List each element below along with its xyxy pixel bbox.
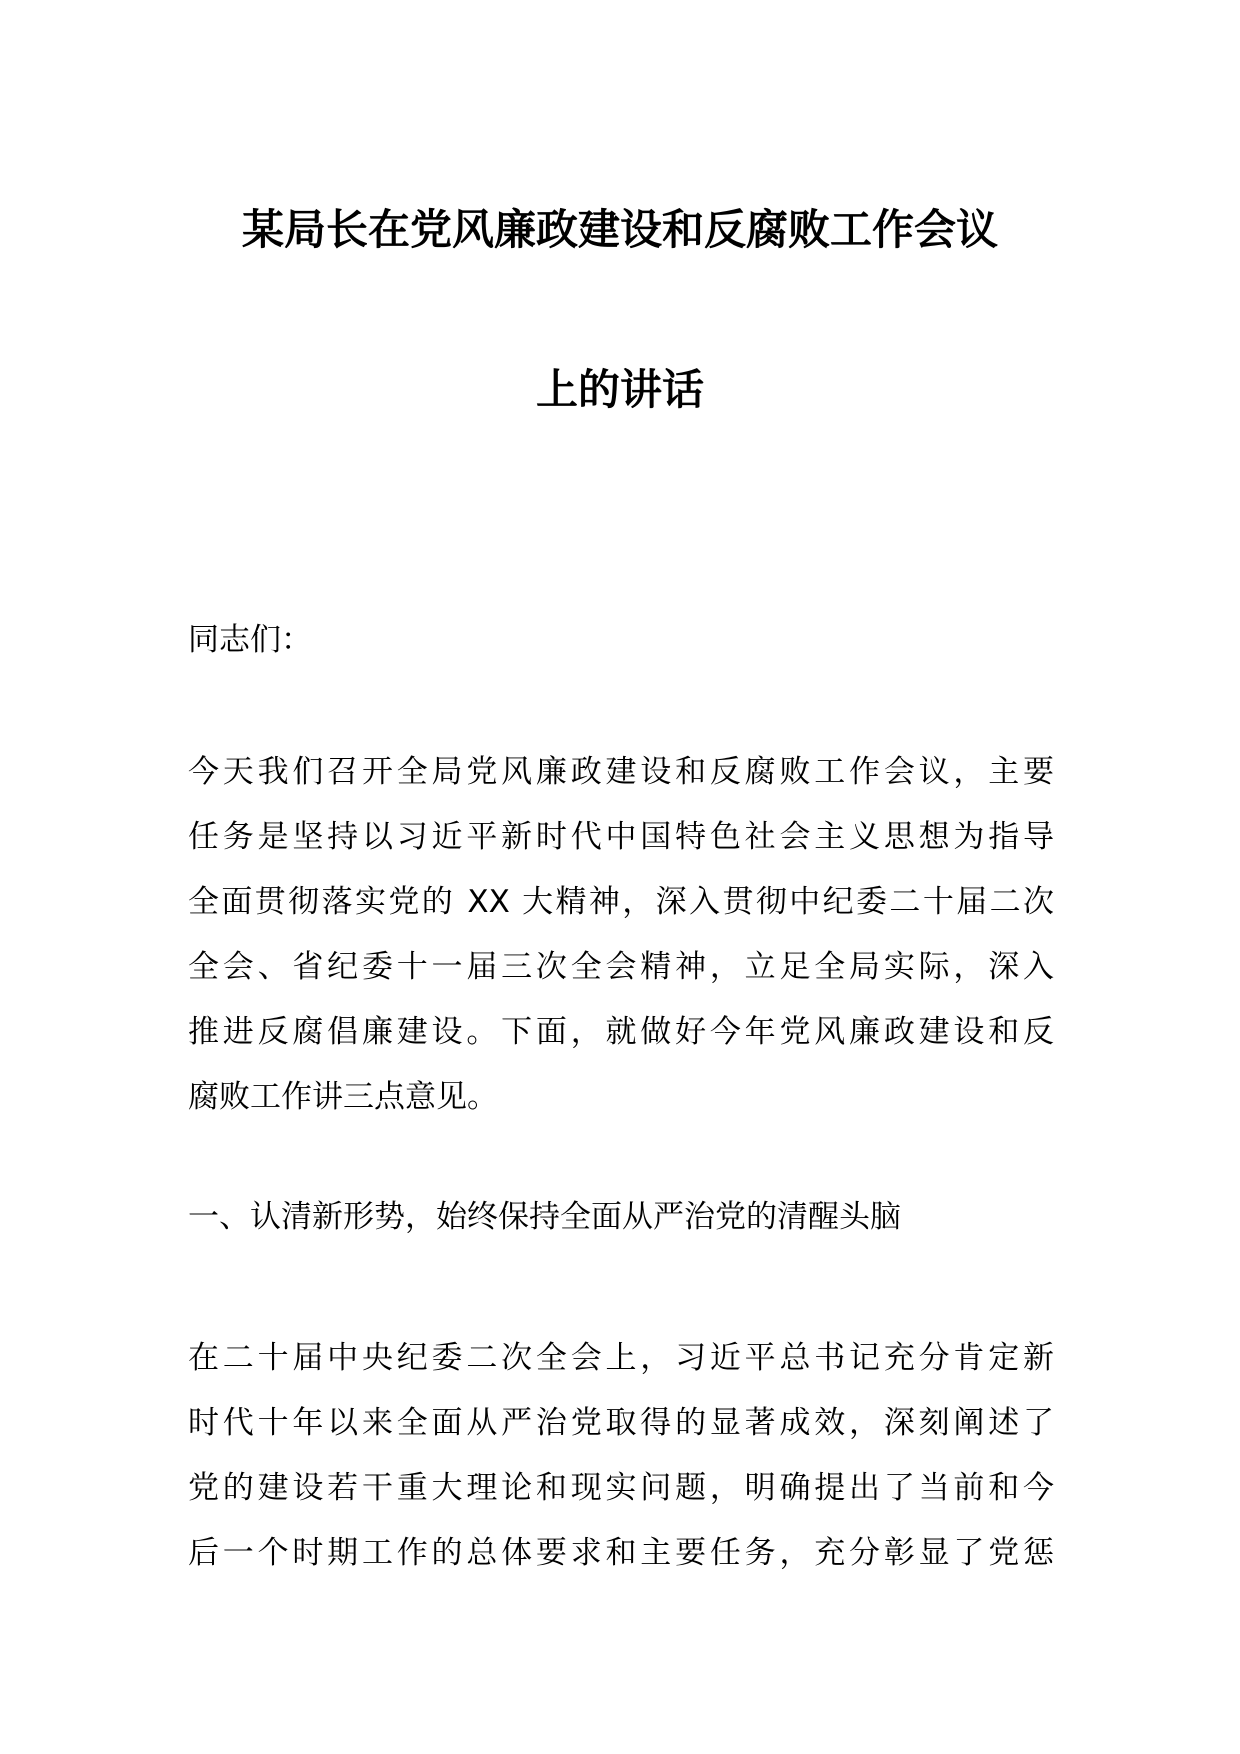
paragraph-line: 在二十届中央纪委二次全会上，习近平总书记充分肯定新 [188, 1340, 1054, 1376]
paragraph-line: 任务是坚持以习近平新时代中国特色社会主义思想为指导 [188, 819, 1054, 855]
document-title-line-2: 上的讲话 [535, 365, 704, 414]
paragraph-line: 时代十年以来全面从严治党取得的显著成效，深刻阐述了 [188, 1405, 1054, 1441]
paragraph-line: 后一个时期工作的总体要求和主要任务，充分彰显了党惩 [188, 1535, 1054, 1571]
paragraph-line: 腐败工作讲三点意见。 [188, 1079, 498, 1115]
paragraph-section-1 [188, 1326, 1054, 1586]
salutation: 同志们： [188, 622, 312, 658]
section-heading-1: 一、认清新形势，始终保持全面从严治党的清醒头脑 [188, 1199, 901, 1235]
paragraph-line: 党的建设若干重大理论和现实问题，明确提出了当前和今 [188, 1470, 1054, 1506]
paragraph-line: 今天我们召开全局党风廉政建设和反腐败工作会议，主要 [188, 754, 1054, 790]
paragraph-line: 推进反腐倡廉建设。下面，就做好今年党风廉政建设和反 [188, 1014, 1054, 1050]
paragraph-intro [188, 740, 1054, 1130]
paragraph-line: 全面贯彻落实党的 XX 大精神，深入贯彻中纪委二十届二次 [188, 884, 1054, 920]
document-title-line-1: 某局长在党风廉政建设和反腐败工作会议 [241, 205, 998, 254]
paragraph-line: 全会、省纪委十一届三次全会精神，立足全局实际，深入 [188, 949, 1054, 985]
